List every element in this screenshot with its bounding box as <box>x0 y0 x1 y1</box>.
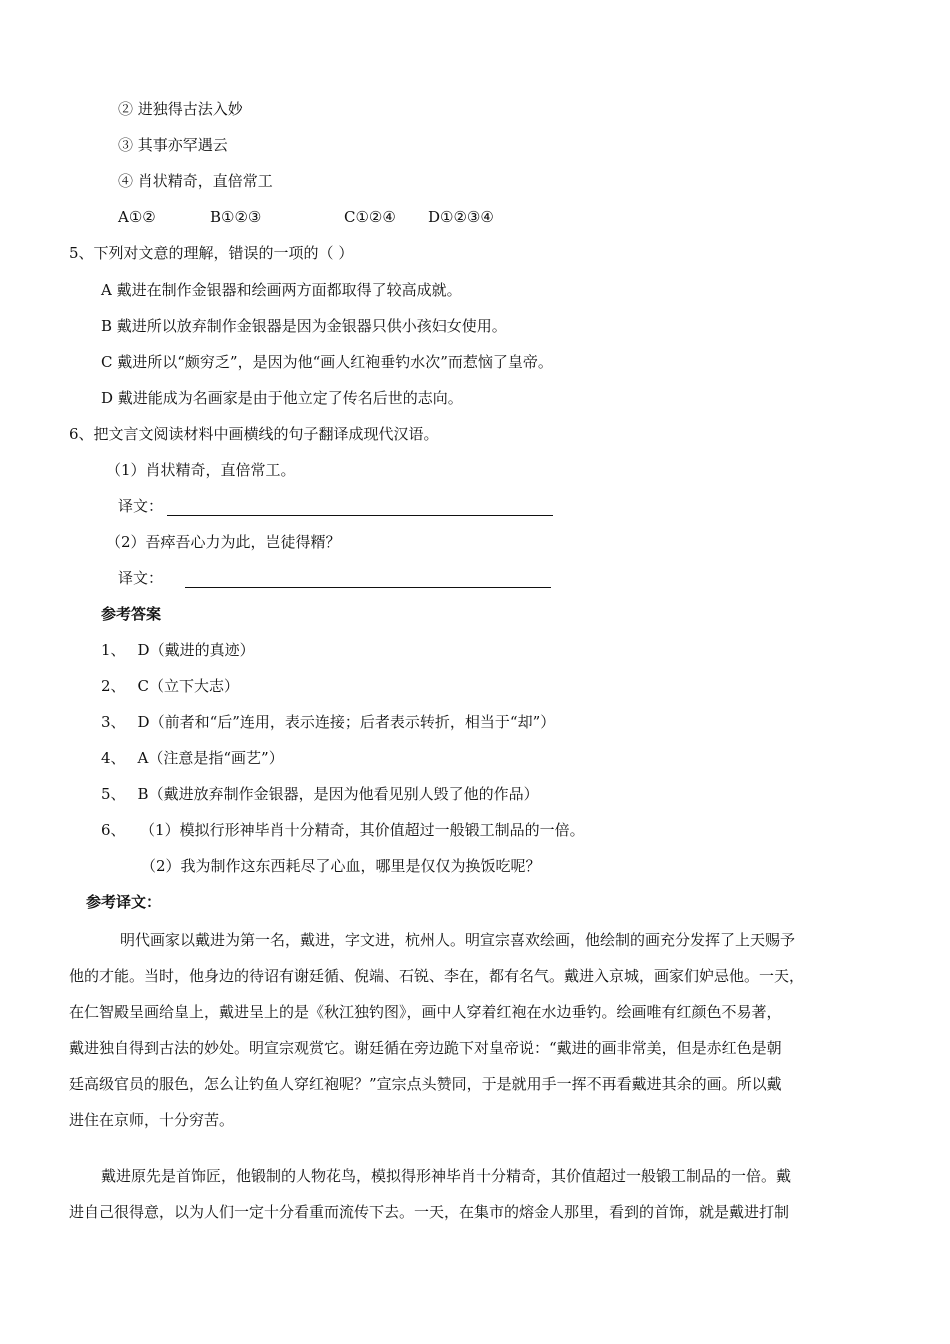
paragraph-line: 他的才能。当时，他身边的待诏有谢廷循、倪端、石锐、李在，都有名气。戴进入京城，画家们妒忌他。一天， <box>69 967 805 985</box>
option-4: ④ 肖状精奇，直倍常工 <box>118 172 273 190</box>
translation-heading: 参考译文： <box>86 893 162 911</box>
choice-d: D①②③④ <box>428 208 494 226</box>
answer-item <box>101 676 239 696</box>
paragraph-line: 进自己很得意，以为人们一定十分看重而流传下去。一天，在集市的熔金人那里，看到的首饰，就是戴进打制 <box>69 1203 790 1221</box>
answer-text: D（前者和“后”连用，表示连接；后者表示转折，相当于“却”） <box>137 713 556 731</box>
question-5-option-b: B 戴进所以放弃制作金银器是因为金银器只供小孩妇女使用。 <box>101 317 507 335</box>
question-6-stem: 6、把文言文阅读材料中画横线的句子翻译成现代汉语。 <box>69 425 439 443</box>
answer-number: 3、 <box>101 713 126 731</box>
choice-a: A①② <box>118 208 156 226</box>
answer-text: A（注意是指“画艺”） <box>137 749 284 767</box>
question-6-sentence-1: （1）肖状精奇，直倍常工。 <box>106 461 296 479</box>
question-6-sentence-2: （2）吾瘁吾心力为此，岂徒得糈？ <box>106 533 341 551</box>
paragraph-line: 戴进原先是首饰匠，他锻制的人物花鸟，模拟得形神毕肖十分精奇，其价值超过一般锻工制品的一倍。戴 <box>101 1167 792 1185</box>
answer-item <box>101 748 284 768</box>
answer-text: B（戴进放弃制作金银器，是因为他看见别人毁了他的作品） <box>137 785 539 803</box>
answers-heading: 参考答案 <box>101 605 162 623</box>
answer-number: 4、 <box>101 749 126 767</box>
answer-item <box>101 640 255 660</box>
question-5-option-a: A 戴进在制作金银器和绘画两方面都取得了较高成就。 <box>101 281 462 299</box>
question-5-stem: 5、下列对文意的理解，错误的一项的（ ） <box>69 244 354 262</box>
answer-label-2: 译文： <box>118 569 164 587</box>
paragraph-line: 戴进独自得到古法的妙处。明宣宗观赏它。谢廷循在旁边跪下对皇帝说：“戴进的画非常美，但是赤红色是朝 <box>69 1039 782 1057</box>
answer-item <box>101 820 585 840</box>
answer-number: 1、 <box>101 641 126 659</box>
answer-label-1: 译文： <box>118 497 164 515</box>
answer-number: 2、 <box>101 677 126 695</box>
answer-number: 6、 <box>101 821 126 839</box>
answer-line-1 <box>118 496 553 516</box>
option-3: ③ 其事亦罕遇云 <box>118 136 228 154</box>
paragraph-line: 进住在京师，十分穷苦。 <box>69 1111 235 1129</box>
translation-paragraph-1 <box>69 922 889 1138</box>
question-5-option-d: D 戴进能成为名画家是由于他立定了传名后世的志向。 <box>101 389 463 407</box>
answer-line-2 <box>118 568 551 588</box>
choice-c: C①②④ <box>344 208 396 226</box>
answer-item <box>101 784 539 804</box>
paragraph-line: 在仁智殿呈画给皇上，戴进呈上的是《秋江独钓图》，画中人穿着红袍在水边垂钓。绘画唯有红颜色不易著， <box>69 1003 782 1021</box>
question-5-option-c: C 戴进所以“颇穷乏”，是因为他“画人红袍垂钓水次”而惹恼了皇帝。 <box>101 353 553 371</box>
answer-blank-2[interactable] <box>185 571 551 588</box>
answer-blank-1[interactable] <box>167 499 553 516</box>
answer-item-6-part-2: （2）我为制作这东西耗尽了心血，哪里是仅仅为换饭吃呢？ <box>141 857 541 875</box>
translation-paragraph-2 <box>69 1158 889 1230</box>
answer-number: 5、 <box>101 785 126 803</box>
paragraph-line: 明代画家以戴进为第一名，戴进，字文进，杭州人。明宣宗喜欢绘画，他绘制的画充分发挥了上天赐予 <box>120 931 796 949</box>
answer-item <box>101 712 555 732</box>
option-2: ② 进独得古法入妙 <box>118 100 243 118</box>
answer-text: C（立下大志） <box>137 677 240 695</box>
answer-text: D（戴进的真迹） <box>137 641 255 659</box>
answer-text: （1）模拟行形神毕肖十分精奇，其价值超过一般锻工制品的一倍。 <box>147 821 585 839</box>
choice-b: B①②③ <box>210 208 262 226</box>
paragraph-line: 廷高级官员的服色，怎么让钓鱼人穿红袍呢？”宣宗点头赞同，于是就用手一挥不再看戴进其余的画。所以戴 <box>69 1075 782 1093</box>
